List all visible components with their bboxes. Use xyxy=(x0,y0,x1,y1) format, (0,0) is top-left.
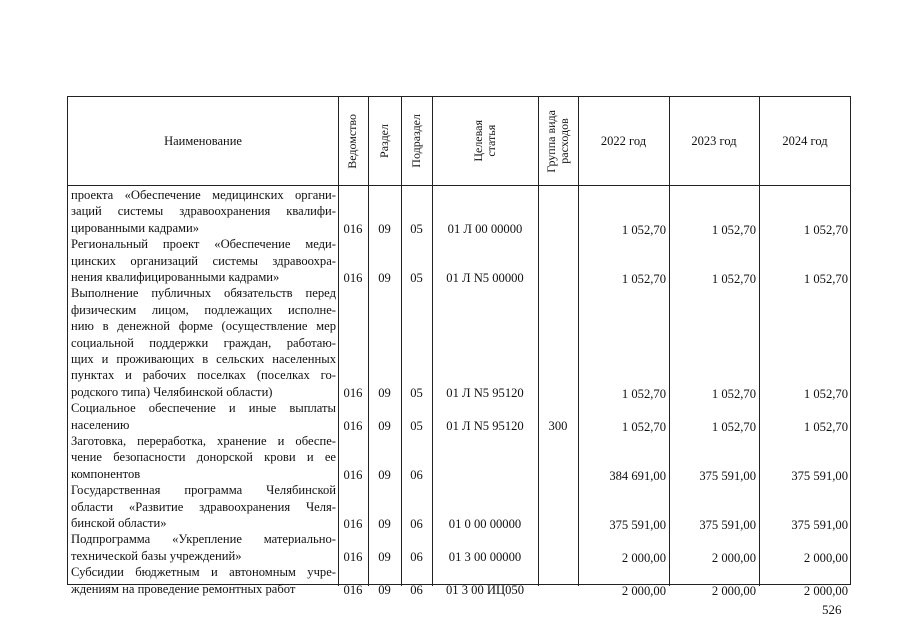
cell-v2022: 375 591,00 xyxy=(609,518,666,532)
cell-podr: 06 xyxy=(410,467,423,482)
header-razdel-label: Раздел xyxy=(376,124,391,158)
cell-gvr: 300 xyxy=(548,418,568,433)
header-vedomstvo xyxy=(338,97,368,185)
cell-v2022: 1 052,70 xyxy=(621,272,666,286)
cell-razd: 09 xyxy=(378,221,391,236)
row-name xyxy=(71,433,336,482)
cell-ved: 016 xyxy=(343,467,363,482)
cell-v2023: 375 591,00 xyxy=(699,518,756,532)
cell-v2023: 1 052,70 xyxy=(711,222,756,237)
header-2023-label: 2023 год xyxy=(691,133,737,148)
row-name-line: населению xyxy=(71,417,130,432)
budget-table xyxy=(67,96,851,598)
header-name xyxy=(68,97,338,185)
cell-razd: 09 xyxy=(378,582,391,597)
header-razdel xyxy=(368,97,401,185)
cell-ved: 016 xyxy=(343,271,363,285)
cell-v2024: 1 052,70 xyxy=(803,419,848,434)
header-divider xyxy=(68,185,850,186)
header-celevaya-line2: статья xyxy=(484,125,498,157)
cell-v2023: 2 000,00 xyxy=(711,583,756,598)
cell-ved: 016 xyxy=(343,385,363,400)
cell-cs: 01 0 00 00000 xyxy=(448,517,522,531)
cell-cs: 01 Л N5 95120 xyxy=(446,385,524,400)
cell-cs: 01 Л 00 00000 xyxy=(447,221,523,236)
row-name-line: заций системы здравоохранения квалифи- xyxy=(71,204,336,219)
cell-podr: 05 xyxy=(410,385,423,400)
cell-podr: 06 xyxy=(410,517,423,531)
cell-ved: 016 xyxy=(343,582,363,597)
cell-v2024: 1 052,70 xyxy=(803,272,848,286)
cell-v2022: 1 052,70 xyxy=(621,222,666,237)
header-celevaya xyxy=(432,97,538,185)
cell-v2022: 1 052,70 xyxy=(621,386,666,401)
row-name-line: ждениям на проведение ремонтных работ xyxy=(71,581,296,596)
cell-v2024: 2 000,00 xyxy=(803,583,848,598)
cell-cs: 01 3 00 00000 xyxy=(448,549,522,564)
row-name-line: бинской области» xyxy=(71,516,167,530)
header-2024-label: 2024 год xyxy=(782,133,828,148)
row-name-line: цинских организаций системы здравоохра- xyxy=(71,253,336,268)
cell-v2023: 2 000,00 xyxy=(711,550,756,565)
row-name-line: родского типа) Челябинской области) xyxy=(71,384,273,399)
row-name-line: щих и проживающих в сельских населенных xyxy=(71,352,336,367)
row-name-line: области «Развитие здравоохранения Челя- xyxy=(71,499,336,514)
row-name-line: технической базы учреждений» xyxy=(71,548,242,563)
cell-v2023: 375 591,00 xyxy=(699,468,756,483)
cell-ved: 016 xyxy=(343,517,363,531)
row-name-line: Заготовка, переработка, хранение и обеспе- xyxy=(71,434,336,448)
row-name-line: Государственная программа Челябинской xyxy=(71,483,336,498)
cell-razd: 09 xyxy=(378,271,391,285)
cell-ved: 016 xyxy=(343,549,363,564)
row-name-line: Региональный проект «Обеспечение меди- xyxy=(71,237,336,252)
header-vedomstvo-label: Ведомство xyxy=(345,113,360,169)
row-name-line: пунктах и рабочих поселках (поселках го- xyxy=(71,368,336,383)
cell-razd: 09 xyxy=(378,418,391,433)
cell-razd: 09 xyxy=(378,549,391,564)
header-celevaya-line1: Целевая xyxy=(470,120,485,162)
header-2022-label: 2022 год xyxy=(600,133,647,148)
cell-razd: 09 xyxy=(378,517,391,531)
row-name xyxy=(71,564,336,597)
row-name xyxy=(71,531,336,564)
row-name-line: нения квалифицированными кадрами» xyxy=(71,270,280,284)
cell-cs: 01 Л N5 95120 xyxy=(446,418,524,433)
row-name xyxy=(71,236,336,285)
header-gruppa-label xyxy=(545,110,571,173)
header-2023 xyxy=(669,97,759,185)
row-name xyxy=(71,285,336,400)
header-gruppa xyxy=(538,97,578,185)
row-name-line: нию в денежной форме (осуществление мер xyxy=(71,319,336,334)
cell-v2022: 2 000,00 xyxy=(621,550,666,565)
cell-v2022: 1 052,70 xyxy=(621,419,666,434)
row-name-line: физическим лицом, подлежащих исполне- xyxy=(71,302,336,317)
page-number: 526 xyxy=(822,602,842,617)
row-name xyxy=(71,400,336,433)
row-name-line: Субсидии бюджетным и автономным учре- xyxy=(71,565,336,580)
header-2024 xyxy=(759,97,851,185)
header-podrazdel xyxy=(401,97,432,185)
cell-ved: 016 xyxy=(343,221,363,236)
header-podrazdel-label: Подраздел xyxy=(408,114,423,168)
row-name-line: Социальное обеспечение и иные выплаты xyxy=(71,401,336,416)
cell-cs: 01 Л N5 00000 xyxy=(446,271,524,285)
cell-ved: 016 xyxy=(343,418,363,433)
cell-podr: 05 xyxy=(410,418,423,433)
header-2022 xyxy=(578,97,669,185)
cell-v2023: 1 052,70 xyxy=(711,272,756,286)
row-name xyxy=(71,482,336,531)
cell-v2024: 1 052,70 xyxy=(803,222,848,237)
cell-podr: 05 xyxy=(410,221,423,236)
row-name-line: Подпрограмма «Укрепление материально- xyxy=(71,532,336,547)
cell-v2022: 2 000,00 xyxy=(621,583,666,598)
header-gruppa-line2: расходов xyxy=(557,118,571,164)
cell-razd: 09 xyxy=(378,467,391,482)
cell-cs: 01 3 00 ИЦ050 xyxy=(445,582,524,597)
header-name-label: Наименование xyxy=(164,133,242,148)
cell-v2024: 1 052,70 xyxy=(803,386,848,401)
row-name-line: чение безопасности донорской крови и ее xyxy=(71,450,336,465)
header-celevaya-label xyxy=(472,120,498,162)
cell-v2024: 375 591,00 xyxy=(791,468,848,483)
cell-v2023: 1 052,70 xyxy=(711,386,756,401)
header-gruppa-line1: Группа вида xyxy=(543,109,558,173)
row-name-line: цированными кадрами» xyxy=(71,220,200,235)
cell-v2024: 375 591,00 xyxy=(791,518,848,532)
cell-razd: 09 xyxy=(378,385,391,400)
cell-v2023: 1 052,70 xyxy=(711,419,756,434)
cell-v2024: 2 000,00 xyxy=(803,550,848,565)
row-name-line: компонентов xyxy=(71,466,141,481)
cell-podr: 06 xyxy=(410,549,423,564)
cell-podr: 05 xyxy=(410,271,423,285)
row-name-line: проекта «Обеспечение медицинских органи- xyxy=(71,188,336,202)
cell-v2022: 384 691,00 xyxy=(609,468,666,483)
row-name-line: Выполнение публичных обязательств перед xyxy=(71,286,336,301)
cell-podr: 06 xyxy=(410,582,423,597)
row-name-line: социальной поддержки граждан, работаю- xyxy=(71,335,336,350)
row-name xyxy=(71,187,336,236)
